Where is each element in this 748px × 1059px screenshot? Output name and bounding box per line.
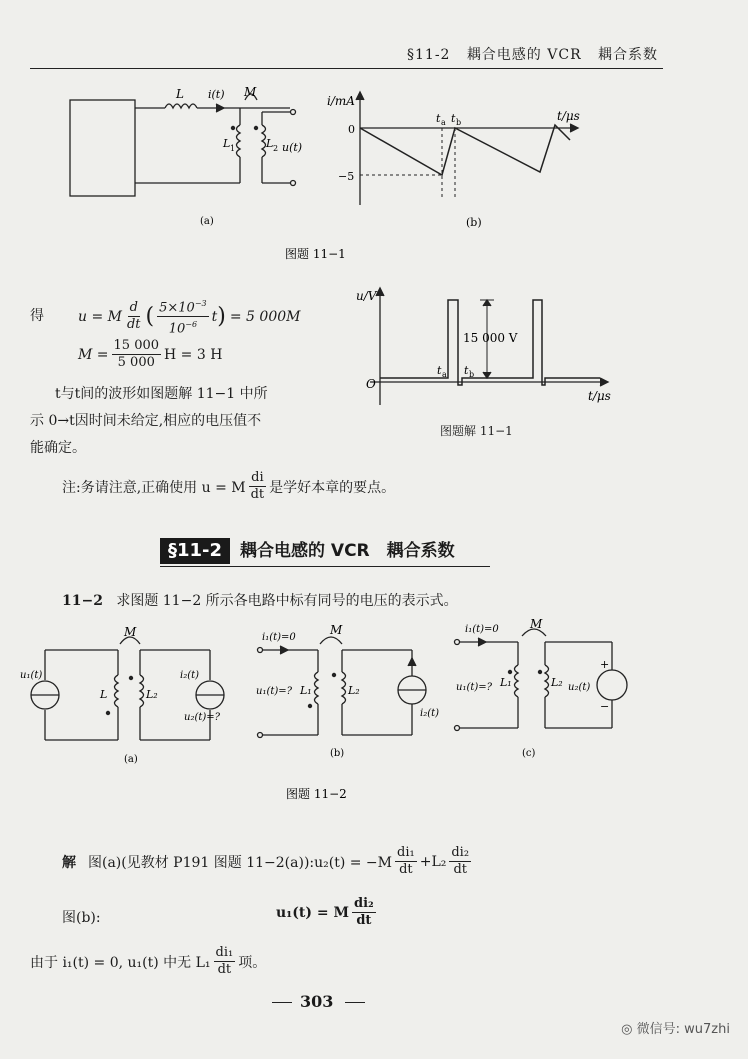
fig11-2b-i2: i₂(t) — [420, 708, 440, 719]
fig11-1b-caption: (b) — [466, 216, 482, 229]
fig-sol-ylabel: u/V — [356, 289, 377, 303]
answer-line3-prefix: 由于 i₁(t) = 0, u₁(t) 中无 L₁ — [30, 954, 211, 971]
fig11-2-caption: 图题 11−2 — [286, 787, 347, 801]
fig11-2a-u1: u₁(t) — [20, 670, 43, 681]
eq1-num: $5\times 10^{-3}$ — [157, 296, 209, 317]
fig11-2c-minus: − — [600, 700, 610, 713]
eq1-rhs: = 5 000M — [229, 308, 301, 325]
note-suffix: 是学好本章的要点。 — [269, 479, 396, 496]
fig11-2b-i1: i₁(t)=0 — [262, 632, 296, 643]
problem-11-2 — [62, 590, 458, 610]
wechat-watermark — [621, 1018, 730, 1037]
dot-marker — [508, 670, 512, 674]
answer-line2-eq: u₁(t) = M $\frac{\text{di₂}}{dt}$ — [276, 896, 374, 928]
fig11-2c-L1: L₁ — [500, 676, 512, 689]
note-num: di — [251, 470, 264, 485]
fig11-1a-M-label: M — [244, 85, 257, 99]
solution1-para-line1: t与t间的波形如图题解 11−1 中所 — [55, 386, 268, 402]
fig11-1b-ta-label: t — [436, 112, 441, 125]
fig-sol-ta-label: t — [437, 364, 442, 377]
fig11-2a-i2: i₂(t) — [180, 670, 200, 681]
problem-text: 求图题 11−2 所示各电路中标有同号的电压的表示式。 — [116, 593, 458, 609]
fig11-1b-ta-sub: a — [441, 118, 446, 127]
answer-line1-mid: +L₂ — [419, 853, 447, 870]
eq2-num: 15 000 — [113, 338, 160, 353]
dot-marker — [538, 670, 542, 674]
fig11-2c-u2: u₂(t) — [568, 682, 591, 693]
watermark-text: 微信号: wu7zhi — [636, 1022, 730, 1037]
fig11-1a-ut-label: u(t) — [282, 141, 303, 154]
eq1-d: d — [129, 300, 138, 316]
page-number: 303 — [300, 992, 334, 1011]
fig11-2c-M: M — [530, 617, 543, 631]
page-number-rule-right — [345, 1002, 365, 1003]
figure-11-2 — [0, 610, 748, 810]
eq2-lhs: M = — [78, 346, 109, 363]
fig11-1b-minus5-tick: −5 — [338, 170, 355, 183]
answer-line1-frac2: $\frac{\text{di₂}}{dt}$ — [451, 845, 470, 877]
dot-marker — [231, 126, 235, 130]
page-number-rule-left — [272, 1002, 292, 1003]
fig11-1-caption: 图题 11−1 — [285, 247, 346, 261]
fig11-2a-u2: u₂(t)=? — [184, 712, 221, 723]
answer-line1-frac1: $\frac{\text{di₁}}{dt}$ — [397, 845, 415, 877]
fig11-2a-circuit — [31, 637, 224, 740]
fig11-2a-M: M — [124, 625, 137, 639]
fig11-2a-label: (a) — [124, 754, 138, 765]
eq1-t: t — [211, 308, 218, 325]
fig11-1a-L2-label: L — [266, 137, 274, 150]
solution1-eq2 — [78, 338, 222, 371]
fig11-2b-u1: u₁(t)=? — [256, 686, 293, 697]
fig-sol-tb-label: t — [464, 364, 469, 377]
fig-sol-xlabel: t/μs — [588, 389, 611, 403]
fig11-1a-L2-sub: 2 — [273, 144, 279, 153]
fig11-2b-M: M — [330, 623, 343, 637]
eq2-rhs: H = 3 H — [164, 346, 223, 363]
header-section: §11-2 — [407, 47, 451, 63]
answer-line3-frac: $\frac{\text{di₁}}{dt}$ — [215, 945, 234, 977]
dot-marker — [332, 673, 336, 677]
answer-line1 — [62, 845, 474, 878]
section-rule — [160, 566, 490, 567]
fig11-1b-ylabel: i/mA — [327, 94, 355, 108]
eq1-main-frac — [157, 296, 209, 338]
fig11-1b-graph — [356, 92, 578, 205]
fig-sol-tb-sub: b — [469, 370, 475, 379]
eq1-den: $10^{-6}$ — [168, 320, 198, 337]
eq1-rparen: ) — [217, 304, 226, 330]
dot-marker — [106, 711, 110, 715]
fig11-2b-L1: L₁ — [300, 684, 312, 697]
fig-sol-value-label: 15 000 V — [463, 331, 518, 345]
eq1-dt: dt — [126, 317, 141, 333]
solution1-de: 得 — [30, 308, 44, 324]
solution1-eq1 — [78, 296, 300, 338]
dot-marker — [254, 126, 258, 130]
fig11-2a-L2: L₂ — [146, 688, 158, 701]
fig11-2a-L1: L — [100, 688, 108, 701]
fig11-1a-L1-sub: 1 — [230, 144, 236, 153]
solution1-para-line2: 示 0→t因时间未给定,相应的电压值不 — [30, 413, 262, 429]
section-number-box: §11-2 — [160, 538, 230, 564]
note-prefix: 注:务请注意,正确使用 u = M — [62, 479, 246, 496]
fig11-2c-L2: L₂ — [551, 676, 563, 689]
fig-sol-11-1-caption: 图题解 11−1 — [440, 424, 513, 438]
fig11-1b-tb-sub: b — [456, 118, 462, 127]
dot-marker — [308, 704, 312, 708]
fig11-2c-circuit — [455, 629, 628, 731]
header-subtitle: 耦合系数 — [598, 47, 658, 63]
fig11-1a-L1-label: L — [223, 137, 231, 150]
fig11-1a-caption: (a) — [200, 216, 214, 227]
fig11-2b-label: (b) — [330, 748, 345, 759]
eq1-lhs: u = M — [78, 308, 122, 325]
fig11-2c-plus: + — [600, 658, 610, 671]
fig11-1a-circuit — [70, 94, 296, 196]
fig11-2c-label: (c) — [522, 748, 536, 759]
fig-sol-11-1-graph — [370, 288, 608, 405]
answer-line3 — [30, 945, 266, 978]
dot-marker — [129, 676, 133, 680]
fig-sol-origin: O — [366, 377, 376, 391]
fig11-1b-xlabel: t/μs — [557, 109, 580, 123]
header-title: 耦合电感的 VCR — [466, 47, 582, 63]
fig11-1b-tb-label: t — [451, 112, 456, 125]
note-den: dt — [250, 487, 265, 502]
fig-sol-ta-sub: a — [442, 370, 447, 379]
problem-number: 11−2 — [62, 593, 103, 609]
fig11-1a-it-label: i(t) — [208, 88, 225, 101]
eq1-d-frac — [125, 300, 143, 333]
wechat-icon: ◎ — [621, 1022, 637, 1037]
answer-line1-prefix: 图(a)(见教材 P191 图题 11−2(a)):u₂(t) = −M — [88, 854, 393, 871]
answer-jie: 解 — [62, 854, 76, 871]
answer-line2-prefix: 图(b): — [62, 910, 101, 926]
fig11-2b-L2: L₂ — [348, 684, 360, 697]
eq2-frac — [112, 338, 162, 371]
fig11-2c-i1: i₁(t)=0 — [465, 624, 499, 635]
fig11-1a-L-label: L — [176, 87, 184, 101]
solution1-note — [62, 470, 395, 503]
eq1-lparen: ( — [145, 304, 155, 330]
eq2-den: 5 000 — [117, 355, 155, 370]
answer-line3-suffix: 项。 — [238, 954, 267, 971]
solution1-para-line3: 能确定。 — [30, 440, 86, 456]
note-frac — [249, 470, 267, 503]
answer-line2-frac: $\frac{\text{di₂}}{dt}$ — [354, 896, 374, 928]
section-title: 耦合电感的 VCR 耦合系数 — [240, 541, 455, 561]
fig11-2c-u1: u₁(t)=? — [456, 682, 493, 693]
fig11-1b-zero-tick: 0 — [348, 123, 355, 136]
